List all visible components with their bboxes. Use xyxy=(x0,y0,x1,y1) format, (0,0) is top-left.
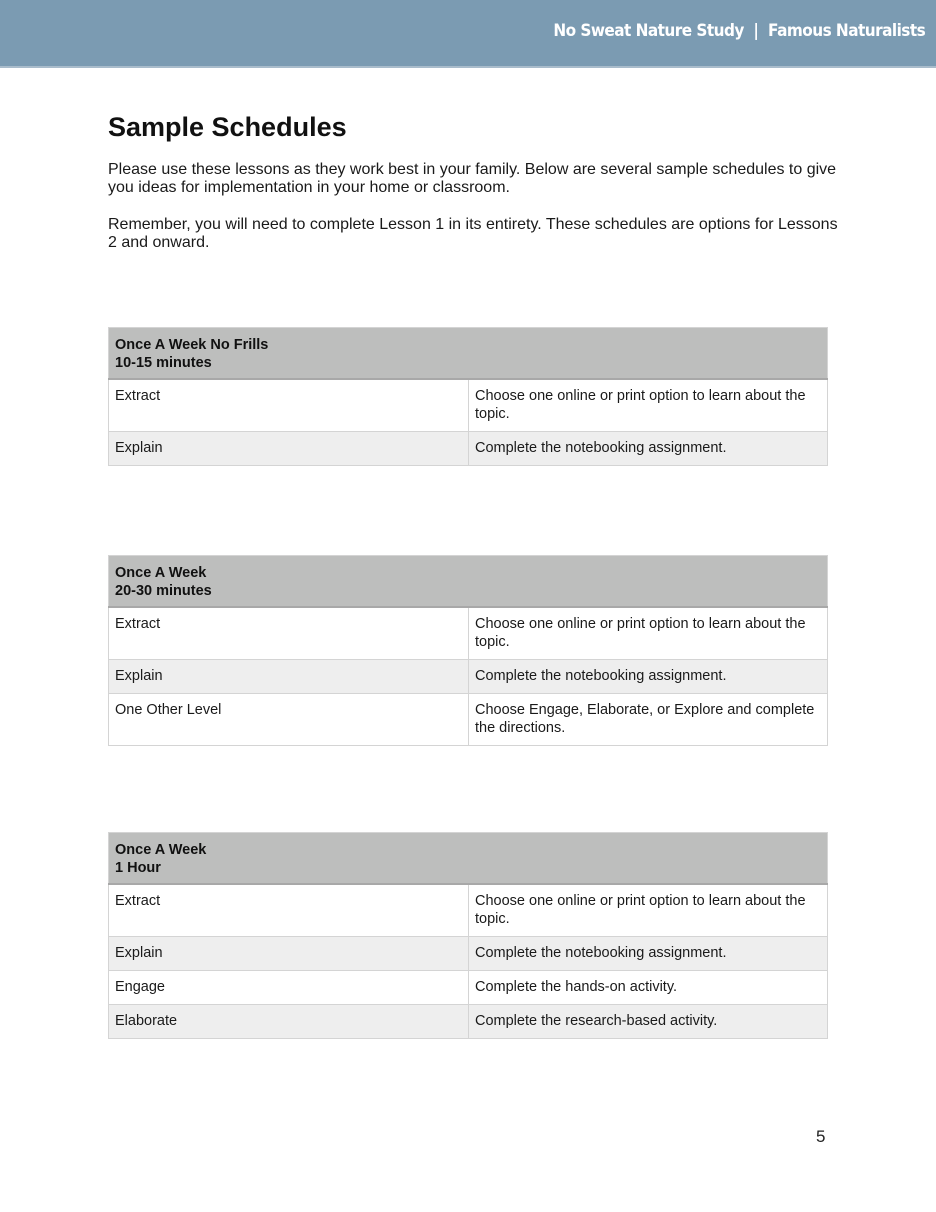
table-row xyxy=(109,607,828,660)
description-cell: Choose one online or print option to learn about the topic. xyxy=(469,379,828,432)
table-row xyxy=(109,971,828,1005)
schedule-header xyxy=(109,556,828,608)
level-cell: Engage xyxy=(109,971,469,1005)
header-bar xyxy=(0,0,936,68)
schedule-table-no-frills xyxy=(108,327,828,466)
schedule-header-row xyxy=(109,556,828,608)
header-title: No Sweat Nature Study | Famous Naturalists xyxy=(553,21,925,41)
schedule-table-20-30-minutes xyxy=(108,555,828,746)
level-cell: Explain xyxy=(109,660,469,694)
schedule-header xyxy=(109,833,828,885)
description-cell: Complete the notebooking assignment. xyxy=(469,432,828,466)
table-row xyxy=(109,432,828,466)
description-cell: Choose one online or print option to learn about the topic. xyxy=(469,884,828,937)
page-number: 5 xyxy=(816,1127,826,1146)
level-cell: Extract xyxy=(109,607,469,660)
schedule-table-1-hour xyxy=(108,832,828,1039)
table-row xyxy=(109,379,828,432)
description-cell: Complete the notebooking assignment. xyxy=(469,937,828,971)
schedule-header-row xyxy=(109,833,828,885)
intro-paragraph-2: Remember, you will need to complete Lesson 1 in its entirety. These schedules are options for Lessons 2 and onward. xyxy=(108,216,838,251)
schedule-title: Once A Week xyxy=(115,565,207,581)
intro-paragraph-1: Please use these lessons as they work best in your family. Below are several sample schedules to give you ideas for implementation in your home or classroom. xyxy=(108,161,837,196)
table-row xyxy=(109,660,828,694)
level-cell: Extract xyxy=(109,379,469,432)
level-cell: One Other Level xyxy=(109,694,469,746)
schedule-duration: 20-30 minutes xyxy=(115,583,212,599)
description-cell: Complete the research-based activity. xyxy=(469,1005,828,1039)
schedule-header xyxy=(109,328,828,380)
table-row xyxy=(109,884,828,937)
table-row xyxy=(109,1005,828,1039)
description-cell: Choose one online or print option to learn about the topic. xyxy=(469,607,828,660)
description-cell: Complete the hands-on activity. xyxy=(469,971,828,1005)
table-row xyxy=(109,694,828,746)
schedule-header-row xyxy=(109,328,828,380)
page-title: Sample Schedules xyxy=(108,112,347,142)
schedule-title: Once A Week xyxy=(115,842,207,858)
level-cell: Extract xyxy=(109,884,469,937)
description-cell: Complete the notebooking assignment. xyxy=(469,660,828,694)
description-cell: Choose Engage, Elaborate, or Explore and complete the directions. xyxy=(469,694,828,746)
level-cell: Elaborate xyxy=(109,1005,469,1039)
table-row xyxy=(109,937,828,971)
schedule-title: Once A Week No Frills xyxy=(115,337,269,353)
level-cell: Explain xyxy=(109,937,469,971)
schedule-duration: 10-15 minutes xyxy=(115,355,212,371)
schedule-duration: 1 Hour xyxy=(115,860,161,876)
level-cell: Explain xyxy=(109,432,469,466)
